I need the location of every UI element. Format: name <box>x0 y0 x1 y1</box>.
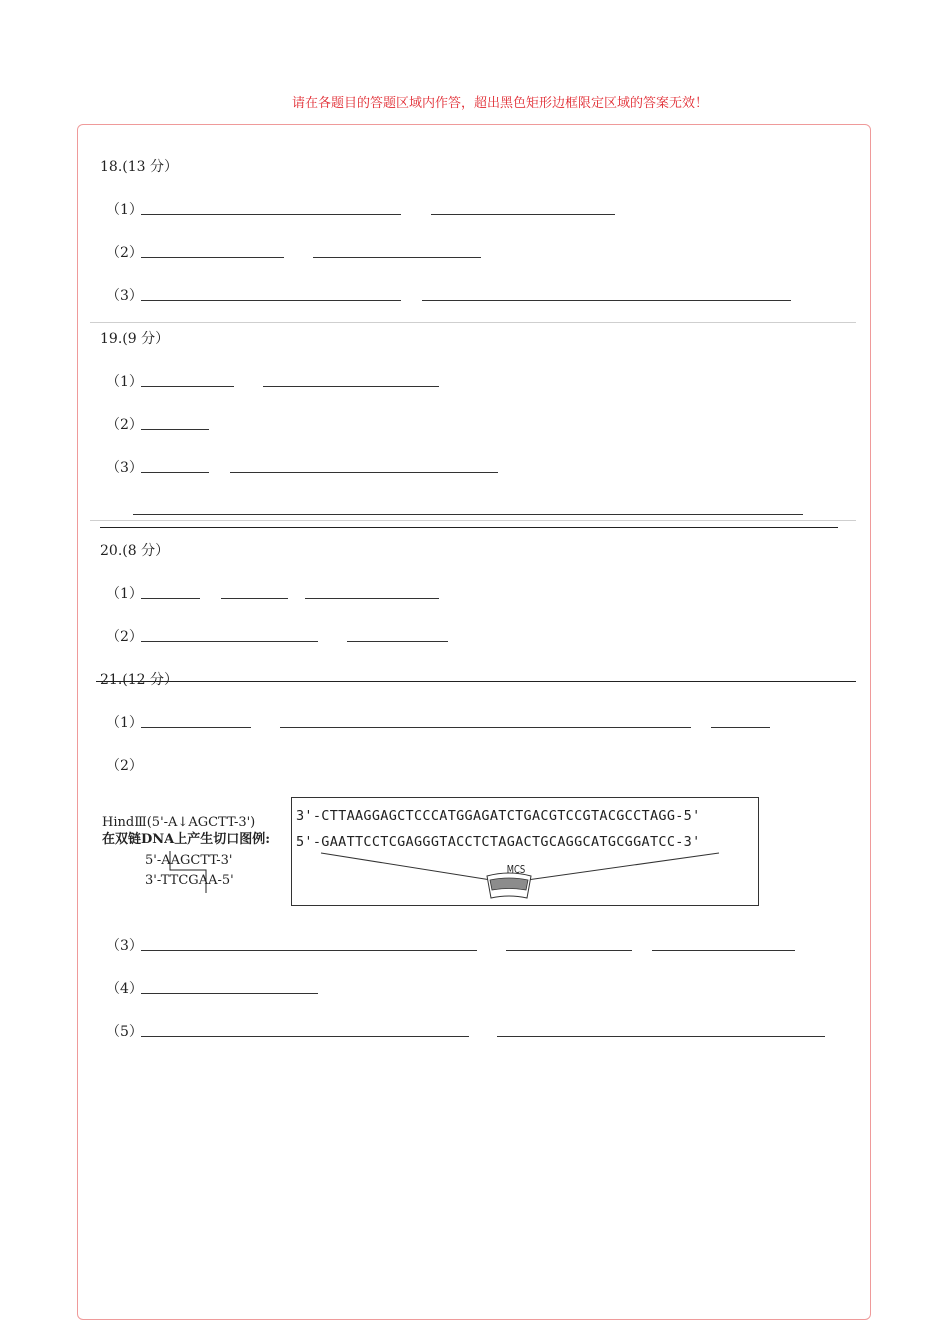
q20-1-blank-c[interactable] <box>305 598 439 599</box>
q19-3-blank-a[interactable] <box>141 472 209 473</box>
q18-2-blank-a[interactable] <box>141 257 284 258</box>
hindiii-legend <box>102 814 270 848</box>
hindiii-caption: 在双链DNA上产生切口图例: <box>102 832 271 847</box>
dna-strand-top: 3'-CTTAAGGAGCTCCCATGGAGATCTGACGTCCGTACGCCTAGG-5' <box>296 808 701 824</box>
q19-row-3-label: （3） <box>106 460 143 476</box>
q20-row-1-label: （1） <box>106 586 143 602</box>
answer-frame <box>77 124 871 1320</box>
q21-row-2-label: （2） <box>106 758 143 774</box>
q21-1-blank-b[interactable] <box>280 727 691 728</box>
mcs-label: MCS <box>506 863 526 876</box>
q21-title: 21.(12 分） <box>100 672 178 688</box>
q19-2-blank-a[interactable] <box>141 429 209 430</box>
q20-2-blank-a[interactable] <box>141 641 318 642</box>
q19-row-1-label: （1） <box>106 374 143 390</box>
q21-3-blank-c[interactable] <box>652 950 795 951</box>
answer-area-warning: 请在各题目的答题区域内作答，超出黑色矩形边框限定区域的答案无效！ <box>291 96 708 111</box>
mcs-region-icon <box>291 848 759 904</box>
q19-title: 19.(9 分） <box>100 331 170 347</box>
cut-line-icon <box>140 848 220 896</box>
q21-row-1-label: （1） <box>106 715 143 731</box>
q18-row-1-label: （1） <box>106 202 143 218</box>
q18-1-blank-a[interactable] <box>141 214 401 215</box>
q20-2-blank-b[interactable] <box>347 641 448 642</box>
q20-row-2-label: （2） <box>106 629 143 645</box>
q21-1-blank-a[interactable] <box>141 727 251 728</box>
q18-1-blank-b[interactable] <box>431 214 615 215</box>
q21-1-blank-c[interactable] <box>711 727 770 728</box>
q19-separator-light <box>90 520 856 521</box>
q20-1-blank-b[interactable] <box>221 598 288 599</box>
q21-row-5-label: （5） <box>106 1024 143 1040</box>
cut-bottom-strand: 3'-TTCGAA-5' <box>145 873 234 888</box>
q19-3-blank-c[interactable] <box>133 514 803 515</box>
cut-top-strand: 5'-AAGCTT-3' <box>145 853 233 868</box>
q19-3-blank-b[interactable] <box>230 472 498 473</box>
q19-separator-dark <box>100 527 838 528</box>
q21-3-blank-a[interactable] <box>141 950 477 951</box>
q20-separator-dark <box>96 681 856 682</box>
q21-4-blank-a[interactable] <box>141 993 318 994</box>
q21-row-3-label: （3） <box>106 938 143 954</box>
q20-1-blank-a[interactable] <box>141 598 200 599</box>
q19-row-2-label: （2） <box>106 417 143 433</box>
q18-title: 18.(13 分） <box>100 159 178 175</box>
q18-row-2-label: （2） <box>106 245 143 261</box>
q21-row-4-label: （4） <box>106 981 143 997</box>
q20-title: 20.(8 分） <box>100 543 170 559</box>
dna-strand-bottom: 5'-GAATTCCTCGAGGGTACCTCTAGACTGCAGGCATGCGGATCC-3' <box>296 834 701 850</box>
q19-1-blank-a[interactable] <box>141 386 234 387</box>
q21-3-blank-b[interactable] <box>506 950 632 951</box>
q19-1-blank-b[interactable] <box>263 386 439 387</box>
hindiii-enzyme-label: HindⅢ(5'-A↓AGCTT-3') <box>102 815 256 830</box>
q21-5-blank-b[interactable] <box>497 1036 825 1037</box>
q18-separator <box>90 322 856 323</box>
q18-3-blank-a[interactable] <box>141 300 401 301</box>
q18-row-3-label: （3） <box>106 288 143 304</box>
q18-3-blank-b[interactable] <box>422 300 791 301</box>
q21-5-blank-a[interactable] <box>141 1036 469 1037</box>
q18-2-blank-b[interactable] <box>313 257 481 258</box>
